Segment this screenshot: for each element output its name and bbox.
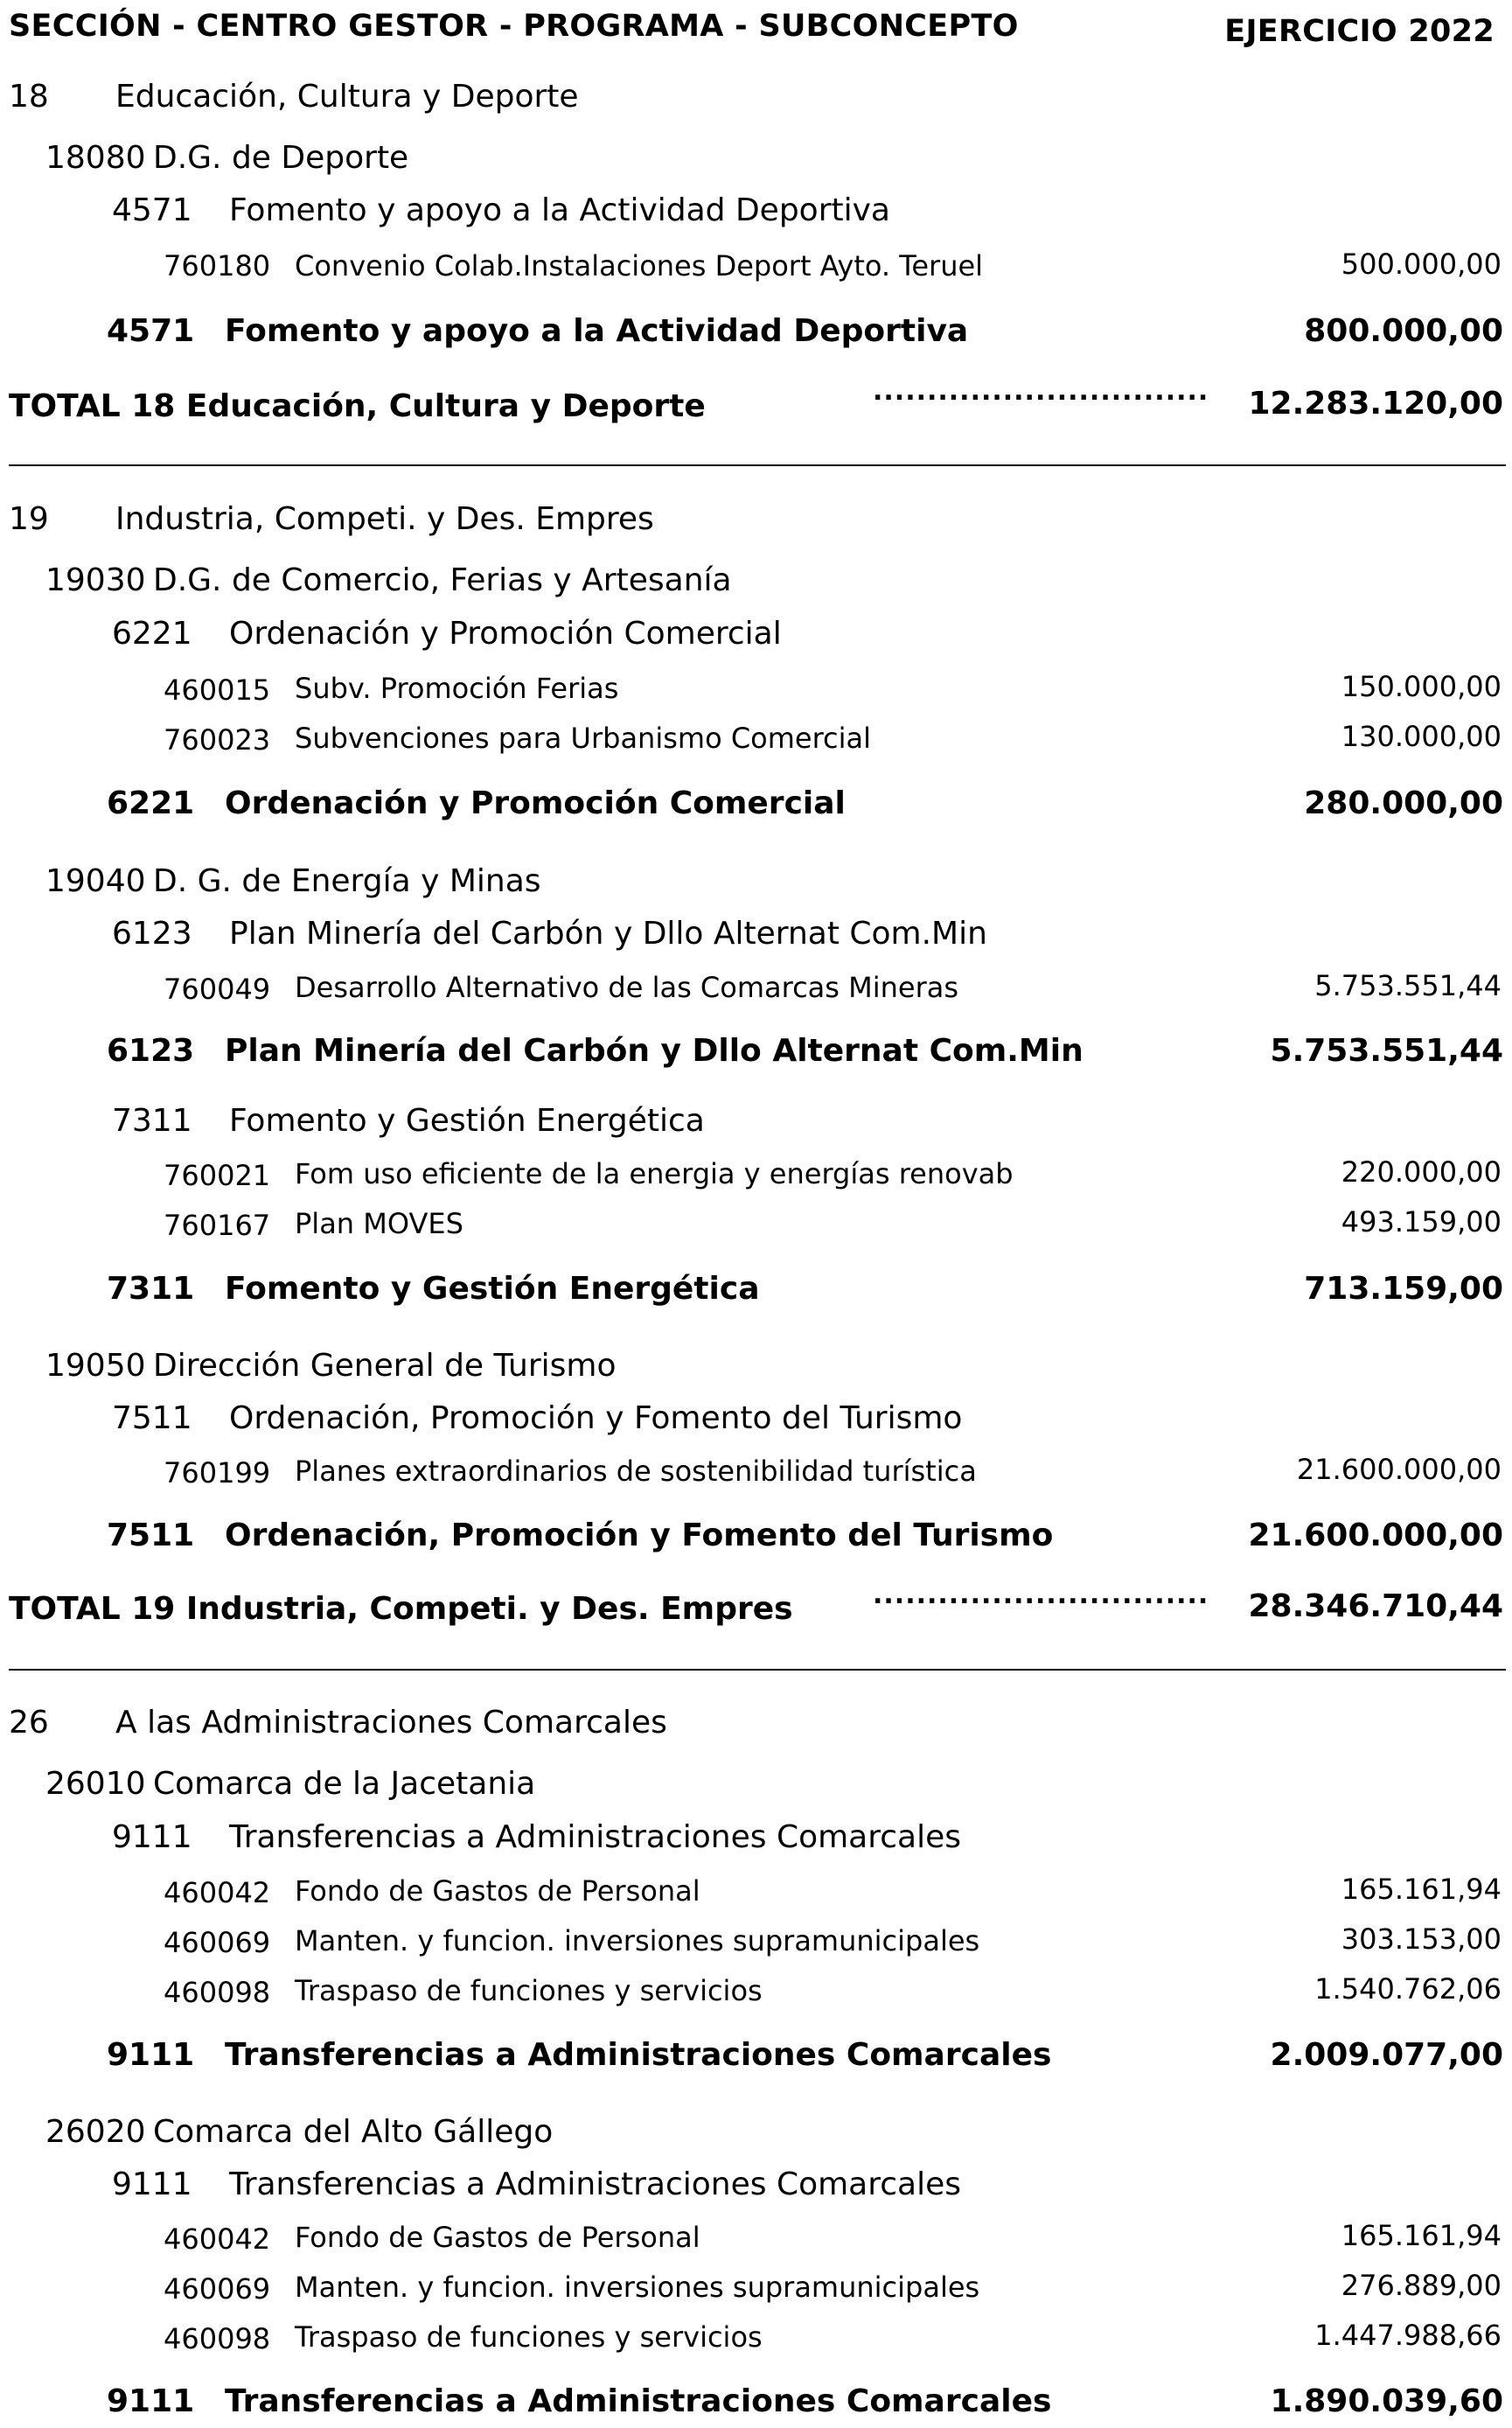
section-code: 26 bbox=[9, 1705, 49, 1741]
subconcept-code: 760199 bbox=[164, 1456, 271, 1490]
section-total-amount: 28.346.710,44 bbox=[1248, 1588, 1503, 1624]
section-total-label: TOTAL 19 Industria, Competi. y Des. Empres bbox=[9, 1591, 793, 1627]
center-name: D.G. de Deporte bbox=[153, 140, 409, 176]
subconcept-code: 460042 bbox=[164, 2222, 271, 2256]
program-total-code: 6221 bbox=[107, 785, 195, 821]
center-name: Dirección General de Turismo bbox=[153, 1348, 617, 1384]
program-name: Fomento y apoyo a la Actividad Deportiva bbox=[229, 192, 890, 228]
subconcept-amount: 150.000,00 bbox=[1341, 670, 1502, 703]
program-total-name: Plan Minería del Carbón y Dllo Alternat Com.Min bbox=[225, 1033, 1083, 1069]
program-total-amount: 280.000,00 bbox=[1304, 785, 1503, 821]
program-total-name: Fomento y Gestión Energética bbox=[225, 1271, 760, 1307]
section-name: Educación, Cultura y Deporte bbox=[115, 79, 579, 115]
center-code: 19040 bbox=[45, 863, 146, 899]
section-name: Industria, Competi. y Des. Empres bbox=[115, 501, 654, 537]
program-name: Ordenación y Promoción Comercial bbox=[229, 616, 782, 652]
section-divider bbox=[9, 1669, 1506, 1671]
program-total-code: 9111 bbox=[107, 2383, 195, 2419]
header-columns: SECCIÓN - CENTRO GESTOR - PROGRAMA - SUBCONCEPTO bbox=[9, 9, 1019, 44]
subconcept-amount: 220.000,00 bbox=[1341, 1155, 1502, 1189]
subconcept-code: 760021 bbox=[164, 1159, 271, 1192]
program-total-name: Fomento y apoyo a la Actividad Deportiva bbox=[225, 313, 969, 349]
subconcept-description: Traspaso de funciones y servicios bbox=[295, 1974, 763, 2007]
center-code: 26010 bbox=[45, 1766, 146, 1802]
subconcept-description: Manten. y funcion. inversiones supramunicipales bbox=[295, 1924, 980, 1957]
subconcept-amount: 1.447.988,66 bbox=[1314, 2319, 1502, 2352]
header-fiscal-year: EJERCICIO 2022 bbox=[1224, 14, 1495, 49]
program-name: Ordenación, Promoción y Fomento del Turismo bbox=[229, 1400, 963, 1436]
subconcept-amount: 165.161,94 bbox=[1341, 2219, 1502, 2252]
center-name: Comarca del Alto Gállego bbox=[153, 2114, 554, 2150]
subconcept-code: 460069 bbox=[164, 2272, 271, 2306]
program-code: 9111 bbox=[112, 1819, 192, 1855]
program-total-amount: 800.000,00 bbox=[1304, 313, 1503, 349]
subconcept-description: Fom uso eficiente de la energia y energías renovab bbox=[295, 1157, 1014, 1190]
program-total-code: 4571 bbox=[107, 313, 195, 349]
program-total-amount: 21.600.000,00 bbox=[1248, 1518, 1503, 1553]
subconcept-description: Convenio Colab.Instalaciones Deport Ayto. Teruel bbox=[295, 249, 984, 283]
leader-dots: ............................... bbox=[873, 1580, 1209, 1610]
subconcept-description: Subvenciones para Urbanismo Comercial bbox=[295, 722, 872, 755]
center-name: Comarca de la Jacetania bbox=[153, 1766, 536, 1802]
subconcept-description: Plan MOVES bbox=[295, 1207, 463, 1240]
subconcept-code: 460042 bbox=[164, 1876, 271, 1909]
center-code: 18080 bbox=[45, 140, 146, 176]
subconcept-amount: 500.000,00 bbox=[1341, 248, 1502, 281]
program-code: 7511 bbox=[112, 1400, 192, 1436]
program-total-amount: 2.009.077,00 bbox=[1270, 2037, 1503, 2073]
subconcept-amount: 276.889,00 bbox=[1341, 2269, 1502, 2302]
subconcept-code: 760049 bbox=[164, 973, 271, 1006]
program-total-name: Transferencias a Administraciones Comarcales bbox=[225, 2037, 1052, 2073]
program-total-name: Ordenación y Promoción Comercial bbox=[225, 785, 846, 821]
section-name: A las Administraciones Comarcales bbox=[115, 1705, 667, 1741]
subconcept-description: Subv. Promoción Ferias bbox=[295, 672, 619, 705]
program-name: Plan Minería del Carbón y Dllo Alternat Com.Min bbox=[229, 916, 987, 952]
program-total-name: Transferencias a Administraciones Comarcales bbox=[225, 2383, 1052, 2419]
subconcept-code: 760180 bbox=[164, 249, 271, 283]
subconcept-description: Desarrollo Alternativo de las Comarcas Mineras bbox=[295, 971, 959, 1004]
center-code: 19050 bbox=[45, 1348, 146, 1384]
section-total-label: TOTAL 18 Educación, Cultura y Deporte bbox=[9, 388, 706, 424]
program-total-code: 6123 bbox=[107, 1033, 195, 1069]
program-name: Fomento y Gestión Energética bbox=[229, 1103, 705, 1139]
subconcept-description: Fondo de Gastos de Personal bbox=[295, 1874, 700, 1908]
subconcept-amount: 5.753.551,44 bbox=[1314, 969, 1502, 1002]
subconcept-code: 760023 bbox=[164, 723, 271, 757]
program-total-amount: 1.890.039,60 bbox=[1270, 2383, 1503, 2419]
program-total-code: 9111 bbox=[107, 2037, 195, 2073]
center-name: D.G. de Comercio, Ferias y Artesanía bbox=[153, 562, 732, 598]
section-code: 18 bbox=[9, 79, 49, 115]
subconcept-amount: 165.161,94 bbox=[1341, 1873, 1502, 1906]
center-code: 19030 bbox=[45, 562, 146, 598]
program-total-code: 7311 bbox=[107, 1271, 195, 1307]
subconcept-description: Fondo de Gastos de Personal bbox=[295, 2221, 700, 2254]
subconcept-description: Planes extraordinarios de sostenibilidad turística bbox=[295, 1455, 977, 1488]
program-name: Transferencias a Administraciones Comarcales bbox=[229, 2166, 961, 2202]
section-divider bbox=[9, 464, 1506, 466]
subconcept-amount: 1.540.762,06 bbox=[1314, 1972, 1502, 2006]
program-code: 6221 bbox=[112, 616, 192, 652]
program-code: 9111 bbox=[112, 2166, 192, 2202]
program-name: Transferencias a Administraciones Comarcales bbox=[229, 1819, 961, 1855]
program-code: 4571 bbox=[112, 192, 192, 228]
section-total-amount: 12.283.120,00 bbox=[1248, 386, 1503, 422]
subconcept-amount: 493.159,00 bbox=[1341, 1205, 1502, 1238]
subconcept-amount: 130.000,00 bbox=[1341, 720, 1502, 753]
program-total-name: Ordenación, Promoción y Fomento del Turismo bbox=[225, 1518, 1054, 1553]
subconcept-code: 460015 bbox=[164, 673, 271, 707]
subconcept-code: 760167 bbox=[164, 1209, 271, 1242]
center-name: D. G. de Energía y Minas bbox=[153, 863, 541, 899]
program-code: 6123 bbox=[112, 916, 192, 952]
program-total-amount: 713.159,00 bbox=[1304, 1271, 1503, 1307]
center-code: 26020 bbox=[45, 2114, 146, 2150]
section-code: 19 bbox=[9, 501, 49, 537]
subconcept-amount: 21.600.000,00 bbox=[1296, 1453, 1502, 1486]
subconcept-code: 460069 bbox=[164, 1926, 271, 1959]
program-total-code: 7511 bbox=[107, 1518, 195, 1553]
program-code: 7311 bbox=[112, 1103, 192, 1139]
subconcept-description: Traspaso de funciones y servicios bbox=[295, 2320, 763, 2354]
subconcept-code: 460098 bbox=[164, 1976, 271, 2009]
subconcept-description: Manten. y funcion. inversiones supramunicipales bbox=[295, 2271, 980, 2304]
subconcept-amount: 303.153,00 bbox=[1341, 1922, 1502, 1956]
program-total-amount: 5.753.551,44 bbox=[1270, 1033, 1503, 1069]
leader-dots: ............................... bbox=[873, 376, 1209, 407]
subconcept-code: 460098 bbox=[164, 2322, 271, 2355]
